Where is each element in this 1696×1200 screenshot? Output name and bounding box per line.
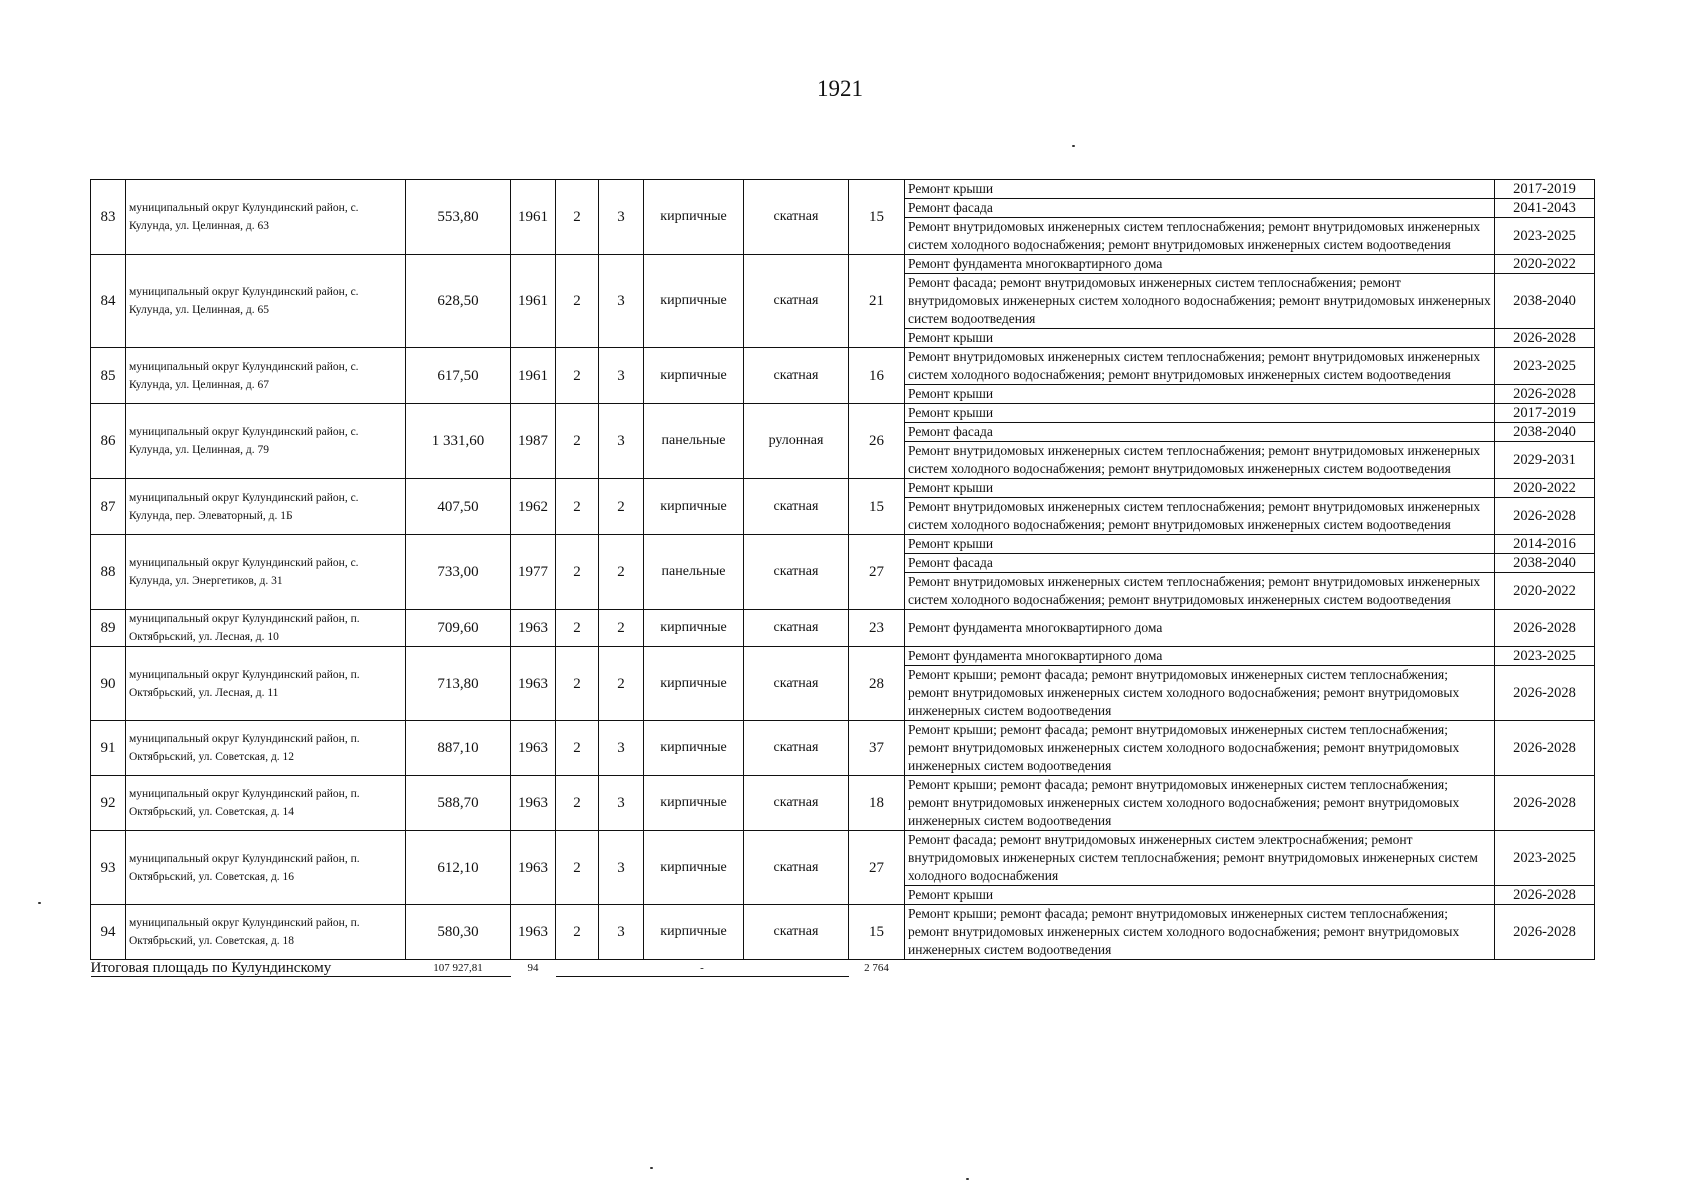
total-area: 580,30 — [406, 905, 511, 960]
repair-period: 2026-2028 — [1495, 498, 1595, 535]
repair-period: 2017-2019 — [1495, 404, 1595, 423]
totals-dash: - — [556, 960, 849, 977]
row-number: 93 — [91, 831, 126, 905]
wall-material: кирпичные — [644, 721, 744, 776]
repair-work: Ремонт фасада; ремонт внутридомовых инженерных систем теплоснабжения; ремонт внутридомовых инженерных систем холодного водоснабжения; ремонт внутридомовых инженерных систем водоотведения — [905, 274, 1495, 329]
scan-speck — [38, 902, 41, 904]
wall-material: кирпичные — [644, 610, 744, 647]
repair-work: Ремонт крыши — [905, 886, 1495, 905]
floors-count: 2 — [556, 535, 599, 610]
building-address: муниципальный округ Кулундинский район, с. Кулунда, ул. Целинная, д. 63 — [126, 180, 406, 255]
floors-count: 2 — [556, 255, 599, 348]
building-address: муниципальный округ Кулундинский район, с. Кулунда, ул. Целинная, д. 79 — [126, 404, 406, 479]
totals-row — [91, 960, 1595, 977]
residents-count: 15 — [849, 905, 905, 960]
row-number: 85 — [91, 348, 126, 404]
roof-type: скатная — [744, 721, 849, 776]
wall-material: кирпичные — [644, 831, 744, 905]
table-row — [91, 180, 1595, 199]
row-number: 84 — [91, 255, 126, 348]
row-number: 94 — [91, 905, 126, 960]
repair-period: 2014-2016 — [1495, 535, 1595, 554]
totals-residents: 2 764 — [864, 962, 889, 975]
table-body — [91, 180, 1595, 977]
repair-work: Ремонт фундамента многоквартирного дома — [905, 647, 1495, 666]
scan-speck — [1072, 145, 1075, 147]
repair-work: Ремонт крыши — [905, 385, 1495, 404]
repair-work: Ремонт внутридомовых инженерных систем теплоснабжения; ремонт внутридомовых инженерных систем холодного водоснабжения; ремонт внутридомовых инженерных систем водоотведения — [905, 573, 1495, 610]
total-area: 628,50 — [406, 255, 511, 348]
repair-period: 2020-2022 — [1495, 479, 1595, 498]
scan-speck — [966, 1178, 969, 1180]
building-address: муниципальный округ Кулундинский район, п. Октябрьский, ул. Советская, д. 12 — [126, 721, 406, 776]
entrances-count: 3 — [599, 831, 644, 905]
entrances-count: 2 — [599, 647, 644, 721]
entrances-count: 2 — [599, 610, 644, 647]
build-year: 1962 — [511, 479, 556, 535]
repair-period: 2029-2031 — [1495, 442, 1595, 479]
floors-count: 2 — [556, 721, 599, 776]
table-row — [91, 404, 1595, 423]
repair-period: 2026-2028 — [1495, 776, 1595, 831]
build-year: 1987 — [511, 404, 556, 479]
repair-work: Ремонт внутридомовых инженерных систем теплоснабжения; ремонт внутридомовых инженерных систем холодного водоснабжения; ремонт внутридомовых инженерных систем водоотведения — [905, 348, 1495, 385]
totals-count: 94 — [527, 962, 539, 975]
row-number: 89 — [91, 610, 126, 647]
total-area: 887,10 — [406, 721, 511, 776]
build-year: 1963 — [511, 905, 556, 960]
residents-count: 26 — [849, 404, 905, 479]
repair-period: 2026-2028 — [1495, 385, 1595, 404]
floors-count: 2 — [556, 647, 599, 721]
repair-work: Ремонт крыши — [905, 404, 1495, 423]
building-address: муниципальный округ Кулундинский район, с. Кулунда, ул. Целинная, д. 65 — [126, 255, 406, 348]
wall-material: кирпичные — [644, 479, 744, 535]
build-year: 1963 — [511, 647, 556, 721]
residents-count: 16 — [849, 348, 905, 404]
repair-period: 2041-2043 — [1495, 199, 1595, 218]
roof-type: рулонная — [744, 404, 849, 479]
row-number: 90 — [91, 647, 126, 721]
repair-period: 2023-2025 — [1495, 831, 1595, 886]
row-number: 91 — [91, 721, 126, 776]
entrances-count: 3 — [599, 404, 644, 479]
residents-count: 15 — [849, 479, 905, 535]
repair-work: Ремонт крыши; ремонт фасада; ремонт внутридомовых инженерных систем теплоснабжения; ремонт внутридомовых инженерных систем холодного водоснабжения; ремонт внутридомовых инженерных систем водоотведения — [905, 776, 1495, 831]
repair-work: Ремонт фасада — [905, 199, 1495, 218]
residents-count: 27 — [849, 831, 905, 905]
table-row — [91, 905, 1595, 960]
wall-material: кирпичные — [644, 255, 744, 348]
floors-count: 2 — [556, 348, 599, 404]
page-number: 1921 — [817, 76, 863, 101]
roof-type: скатная — [744, 831, 849, 905]
repair-work: Ремонт внутридомовых инженерных систем теплоснабжения; ремонт внутридомовых инженерных систем холодного водоснабжения; ремонт внутридомовых инженерных систем водоотведения — [905, 498, 1495, 535]
table-row — [91, 647, 1595, 666]
housing-registry-table — [90, 179, 1595, 977]
floors-count: 2 — [556, 610, 599, 647]
repair-period: 2038-2040 — [1495, 554, 1595, 573]
table-row — [91, 348, 1595, 385]
total-area: 1 331,60 — [406, 404, 511, 479]
roof-type: скатная — [744, 776, 849, 831]
repair-period: 2026-2028 — [1495, 886, 1595, 905]
build-year: 1977 — [511, 535, 556, 610]
roof-type: скатная — [744, 610, 849, 647]
build-year: 1963 — [511, 776, 556, 831]
roof-type: скатная — [744, 180, 849, 255]
repair-work: Ремонт крыши — [905, 535, 1495, 554]
floors-count: 2 — [556, 776, 599, 831]
roof-type: скатная — [744, 255, 849, 348]
build-year: 1963 — [511, 831, 556, 905]
roof-type: скатная — [744, 479, 849, 535]
build-year: 1961 — [511, 348, 556, 404]
table-row — [91, 479, 1595, 498]
roof-type: скатная — [744, 647, 849, 721]
table-row — [91, 721, 1595, 776]
table-row — [91, 255, 1595, 274]
repair-work: Ремонт крыши — [905, 180, 1495, 199]
repair-period: 2038-2040 — [1495, 274, 1595, 329]
entrances-count: 3 — [599, 776, 644, 831]
wall-material: панельные — [644, 404, 744, 479]
table-row — [91, 535, 1595, 554]
table-row — [91, 831, 1595, 886]
repair-work: Ремонт фасада — [905, 554, 1495, 573]
residents-count: 21 — [849, 255, 905, 348]
total-area: 612,10 — [406, 831, 511, 905]
repair-work: Ремонт фасада — [905, 423, 1495, 442]
total-area: 407,50 — [406, 479, 511, 535]
roof-type: скатная — [744, 535, 849, 610]
repair-work: Ремонт фундамента многоквартирного дома — [905, 610, 1495, 647]
repair-period: 2023-2025 — [1495, 218, 1595, 255]
entrances-count: 3 — [599, 348, 644, 404]
row-number: 83 — [91, 180, 126, 255]
floors-count: 2 — [556, 831, 599, 905]
repair-period: 2026-2028 — [1495, 666, 1595, 721]
repair-period: 2020-2022 — [1495, 573, 1595, 610]
roof-type: скатная — [744, 348, 849, 404]
total-area: 588,70 — [406, 776, 511, 831]
repair-work: Ремонт фасада; ремонт внутридомовых инженерных систем электроснабжения; ремонт внутридомовых инженерных систем теплоснабжения; ремонт внутридомовых инженерных систем холодного водоснабжения — [905, 831, 1495, 886]
residents-count: 37 — [849, 721, 905, 776]
residents-count: 18 — [849, 776, 905, 831]
wall-material: кирпичные — [644, 180, 744, 255]
row-number: 86 — [91, 404, 126, 479]
entrances-count: 2 — [599, 535, 644, 610]
building-address: муниципальный округ Кулундинский район, п. Октябрьский, ул. Лесная, д. 10 — [126, 610, 406, 647]
entrances-count: 3 — [599, 905, 644, 960]
building-address: муниципальный округ Кулундинский район, с. Кулунда, ул. Энергетиков, д. 31 — [126, 535, 406, 610]
repair-work: Ремонт внутридомовых инженерных систем теплоснабжения; ремонт внутридомовых инженерных систем холодного водоснабжения; ремонт внутридомовых инженерных систем водоотведения — [905, 442, 1495, 479]
building-address: муниципальный округ Кулундинский район, п. Октябрьский, ул. Советская, д. 16 — [126, 831, 406, 905]
row-number: 87 — [91, 479, 126, 535]
repair-work: Ремонт крыши; ремонт фасада; ремонт внутридомовых инженерных систем теплоснабжения; ремонт внутридомовых инженерных систем холодного водоснабжения; ремонт внутридомовых инженерных систем водоотведения — [905, 721, 1495, 776]
repair-period: 2023-2025 — [1495, 348, 1595, 385]
totals-label: Итоговая площадь по Кулундинскому — [91, 960, 406, 977]
wall-material: панельные — [644, 535, 744, 610]
total-area: 553,80 — [406, 180, 511, 255]
repair-work: Ремонт крыши; ремонт фасада; ремонт внутридомовых инженерных систем теплоснабжения; ремонт внутридомовых инженерных систем холодного водоснабжения; ремонт внутридомовых инженерных систем водоотведения — [905, 905, 1495, 960]
repair-period: 2020-2022 — [1495, 255, 1595, 274]
build-year: 1961 — [511, 180, 556, 255]
building-address: муниципальный округ Кулундинский район, с. Кулунда, пер. Элеваторный, д. 1Б — [126, 479, 406, 535]
wall-material: кирпичные — [644, 348, 744, 404]
repair-work: Ремонт крыши — [905, 329, 1495, 348]
totals-empty — [905, 960, 1595, 977]
floors-count: 2 — [556, 180, 599, 255]
row-number: 92 — [91, 776, 126, 831]
repair-period: 2026-2028 — [1495, 905, 1595, 960]
roof-type: скатная — [744, 905, 849, 960]
entrances-count: 2 — [599, 479, 644, 535]
build-year: 1961 — [511, 255, 556, 348]
floors-count: 2 — [556, 479, 599, 535]
scan-speck — [650, 1167, 653, 1169]
repair-period: 2026-2028 — [1495, 329, 1595, 348]
build-year: 1963 — [511, 610, 556, 647]
repair-period: 2026-2028 — [1495, 721, 1595, 776]
build-year: 1963 — [511, 721, 556, 776]
residents-count: 27 — [849, 535, 905, 610]
totals-area: 107 927,81 — [406, 960, 511, 977]
repair-work: Ремонт фундамента многоквартирного дома — [905, 255, 1495, 274]
residents-count: 28 — [849, 647, 905, 721]
repair-period: 2023-2025 — [1495, 647, 1595, 666]
entrances-count: 3 — [599, 180, 644, 255]
repair-work: Ремонт внутридомовых инженерных систем теплоснабжения; ремонт внутридомовых инженерных систем холодного водоснабжения; ремонт внутридомовых инженерных систем водоотведения — [905, 218, 1495, 255]
total-area: 617,50 — [406, 348, 511, 404]
total-area: 713,80 — [406, 647, 511, 721]
wall-material: кирпичные — [644, 905, 744, 960]
repair-period: 2017-2019 — [1495, 180, 1595, 199]
building-address: муниципальный округ Кулундинский район, п. Октябрьский, ул. Лесная, д. 11 — [126, 647, 406, 721]
entrances-count: 3 — [599, 255, 644, 348]
wall-material: кирпичные — [644, 776, 744, 831]
residents-count: 15 — [849, 180, 905, 255]
building-address: муниципальный округ Кулундинский район, п. Октябрьский, ул. Советская, д. 14 — [126, 776, 406, 831]
repair-period: 2038-2040 — [1495, 423, 1595, 442]
repair-work: Ремонт крыши; ремонт фасада; ремонт внутридомовых инженерных систем теплоснабжения; ремонт внутридомовых инженерных систем холодного водоснабжения; ремонт внутридомовых инженерных систем водоотведения — [905, 666, 1495, 721]
building-address: муниципальный округ Кулундинский район, п. Октябрьский, ул. Советская, д. 18 — [126, 905, 406, 960]
row-number: 88 — [91, 535, 126, 610]
entrances-count: 3 — [599, 721, 644, 776]
total-area: 733,00 — [406, 535, 511, 610]
total-area: 709,60 — [406, 610, 511, 647]
residents-count: 23 — [849, 610, 905, 647]
table-row — [91, 776, 1595, 831]
repair-period: 2026-2028 — [1495, 610, 1595, 647]
floors-count: 2 — [556, 404, 599, 479]
repair-work: Ремонт крыши — [905, 479, 1495, 498]
building-address: муниципальный округ Кулундинский район, с. Кулунда, ул. Целинная, д. 67 — [126, 348, 406, 404]
table-row — [91, 610, 1595, 647]
floors-count: 2 — [556, 905, 599, 960]
wall-material: кирпичные — [644, 647, 744, 721]
